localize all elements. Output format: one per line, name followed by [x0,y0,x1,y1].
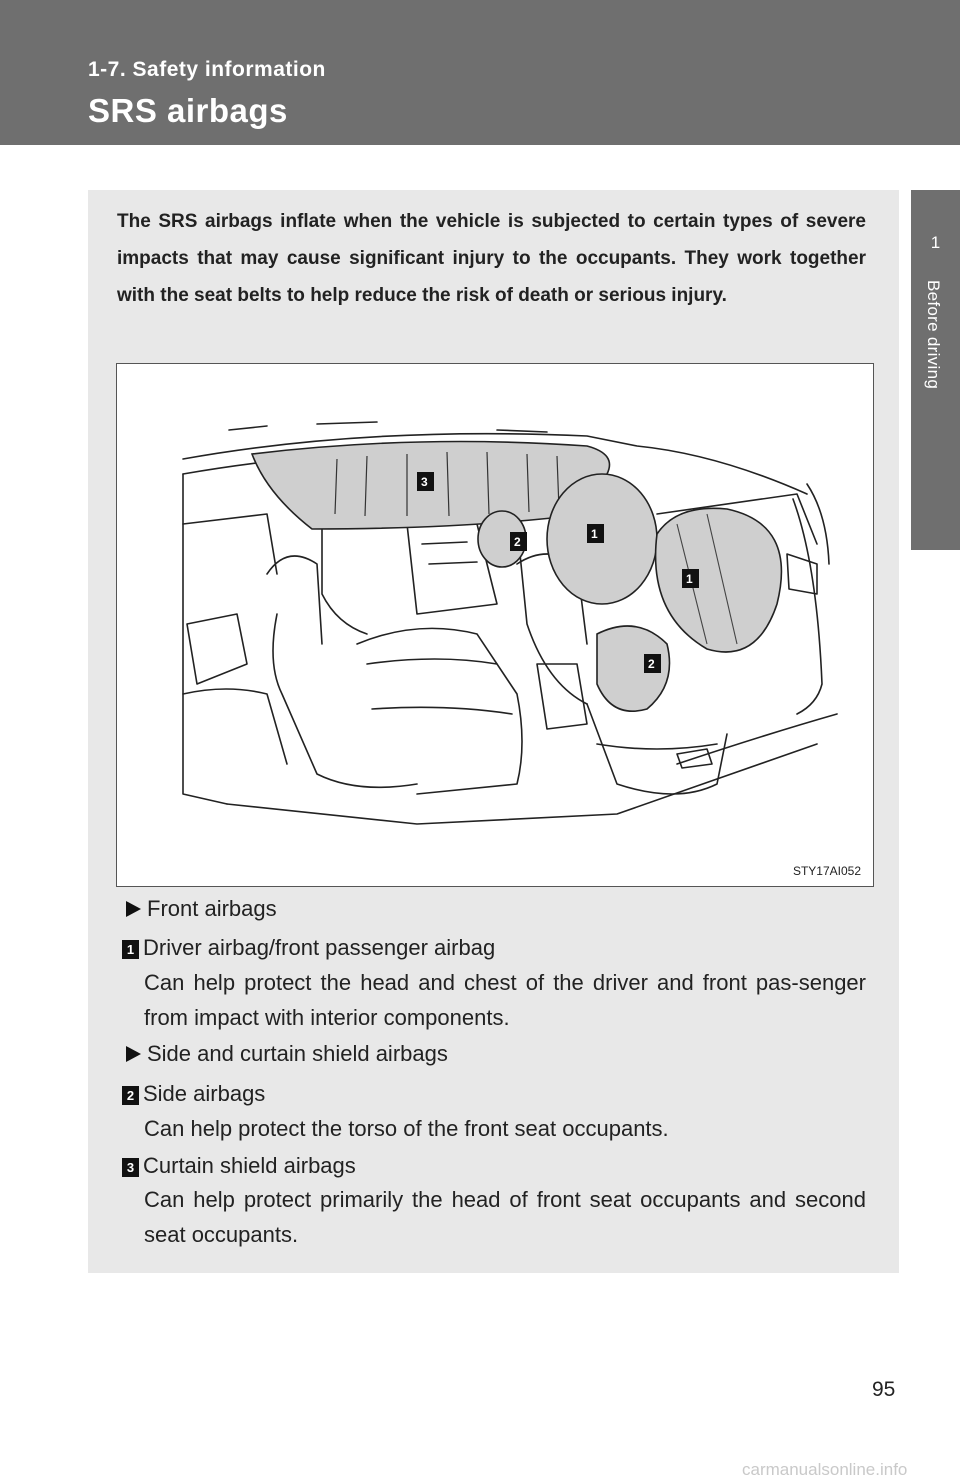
section-label: 1-7. Safety information [88,58,326,81]
figure-label-3 [417,472,434,491]
number-badge-3: 3 [122,1158,139,1177]
arrow-bullet-icon [126,1046,141,1062]
side-curtain-heading: Side and curtain shield airbags [124,1041,448,1067]
figure-label-2-upper [510,532,527,551]
figure-label-1-upper [587,524,604,543]
number-badge-1: 1 [122,940,139,959]
vehicle-interior-drawing [117,364,873,886]
airbag-illustration [116,363,874,887]
item-1-description: Can help protect the head and chest of the driver and front pas-senger from impact with interior components. [144,970,866,1030]
side-tab-number: 1 [930,233,941,252]
watermark: carmanualsonline.info [742,1460,908,1479]
number-badge-2: 2 [122,1086,139,1105]
arrow-bullet-icon [126,901,141,917]
header-bar [0,0,960,145]
side-tab-label: Before driving [924,280,943,390]
side-tab[interactable] [911,190,960,550]
item-3-title: 3 Curtain shield airbags [121,1153,356,1179]
item-2-title: 2 Side airbags [121,1081,265,1107]
passenger-airbag-shape [656,508,782,652]
figure-label-1-lower [682,569,699,588]
item-3-description: Can help protect primarily the head of front seat occupants and second seat occupants. [144,1187,866,1247]
svg-text:3: 3 [421,475,428,489]
svg-text:1: 1 [686,572,693,586]
svg-text:2: 2 [514,535,521,549]
figure-label-2-lower [644,654,661,673]
page-title: SRS airbags [88,92,288,129]
front-airbags-heading: Front airbags [124,896,277,922]
page-number: 95 [872,1378,896,1401]
item-2-description: Can help protect the torso of the front seat occupants. [144,1116,669,1141]
intro-paragraph: The SRS airbags inflate when the vehicle is subjected to certain types of severe impacts that may cause significant injury to the occupants. They work together with the seat belts to help reduce the risk of death or serious injury. [117,211,866,306]
svg-text:2: 2 [648,657,655,671]
item-1-title: 1 Driver airbag/front passenger airbag [121,935,495,961]
figure-code: STY17AI052 [792,864,861,878]
svg-text:1: 1 [591,527,598,541]
